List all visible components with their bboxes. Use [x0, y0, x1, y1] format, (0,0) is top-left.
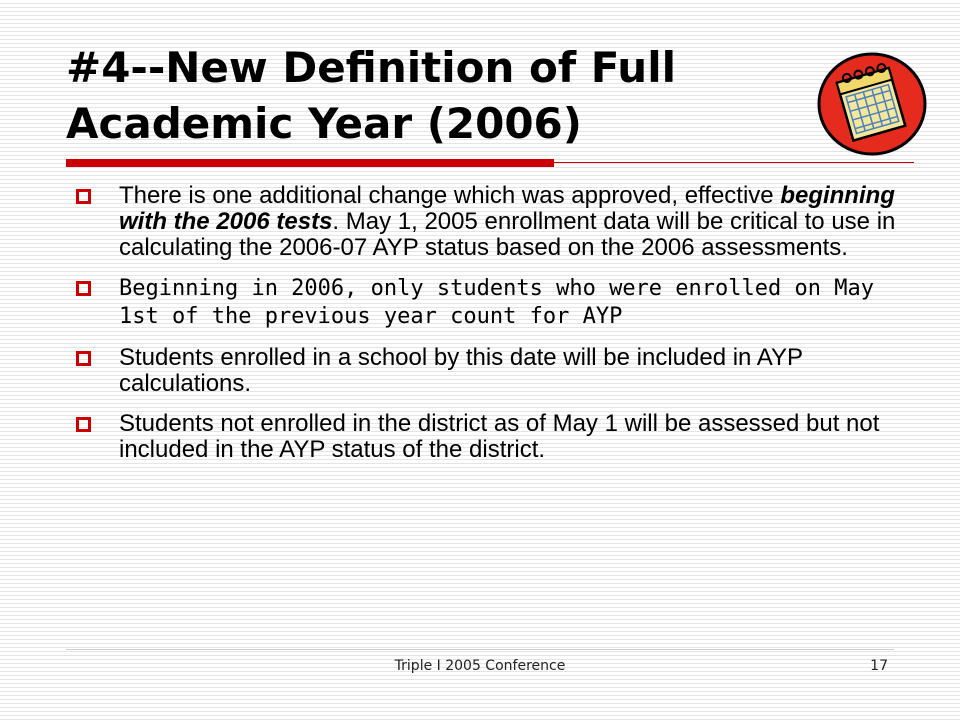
bullet-list — [76, 183, 896, 477]
bullet-text: Students enrolled in a school by this date will be included in AYP calculations. — [119, 344, 803, 397]
bullet-item — [76, 275, 896, 331]
hollow-square-bullet-icon — [76, 351, 91, 366]
title-underline-red — [66, 159, 554, 167]
bullet-text: Students not enrolled in the district as of May 1 will be assessed but not included in the AYP status of the district. — [119, 410, 880, 463]
footer-divider — [66, 649, 894, 650]
bullet-text: Beginning in 2006, only students who were enrolled on May 1st of the previous year count for AYP — [119, 276, 874, 329]
bullet-item — [76, 411, 896, 463]
hollow-square-bullet-icon — [76, 281, 91, 296]
title-underline-thin — [554, 162, 914, 163]
page-number: 17 — [870, 658, 888, 674]
bullet-item — [76, 345, 896, 397]
footer-text: Triple I 2005 Conference — [394, 658, 566, 674]
title-line-1: #4--New Definition of Full — [66, 43, 677, 92]
hollow-square-bullet-icon — [76, 189, 91, 204]
title-line-2: Academic Year (2006) — [66, 99, 582, 148]
calendar-icon — [817, 52, 927, 156]
slide-title — [66, 40, 806, 152]
bullet-emphasis: beginning with the 2006 tests — [119, 182, 895, 235]
bullet-item — [76, 183, 896, 261]
hollow-square-bullet-icon — [76, 417, 91, 432]
bullet-text: There is one additional change which was approved, effective beginning with the 2006 tests. May 1, 2005 enrollment data will be critical to use in calculating the 2006-07 AYP status based on the 2006 assessments. — [119, 182, 896, 261]
